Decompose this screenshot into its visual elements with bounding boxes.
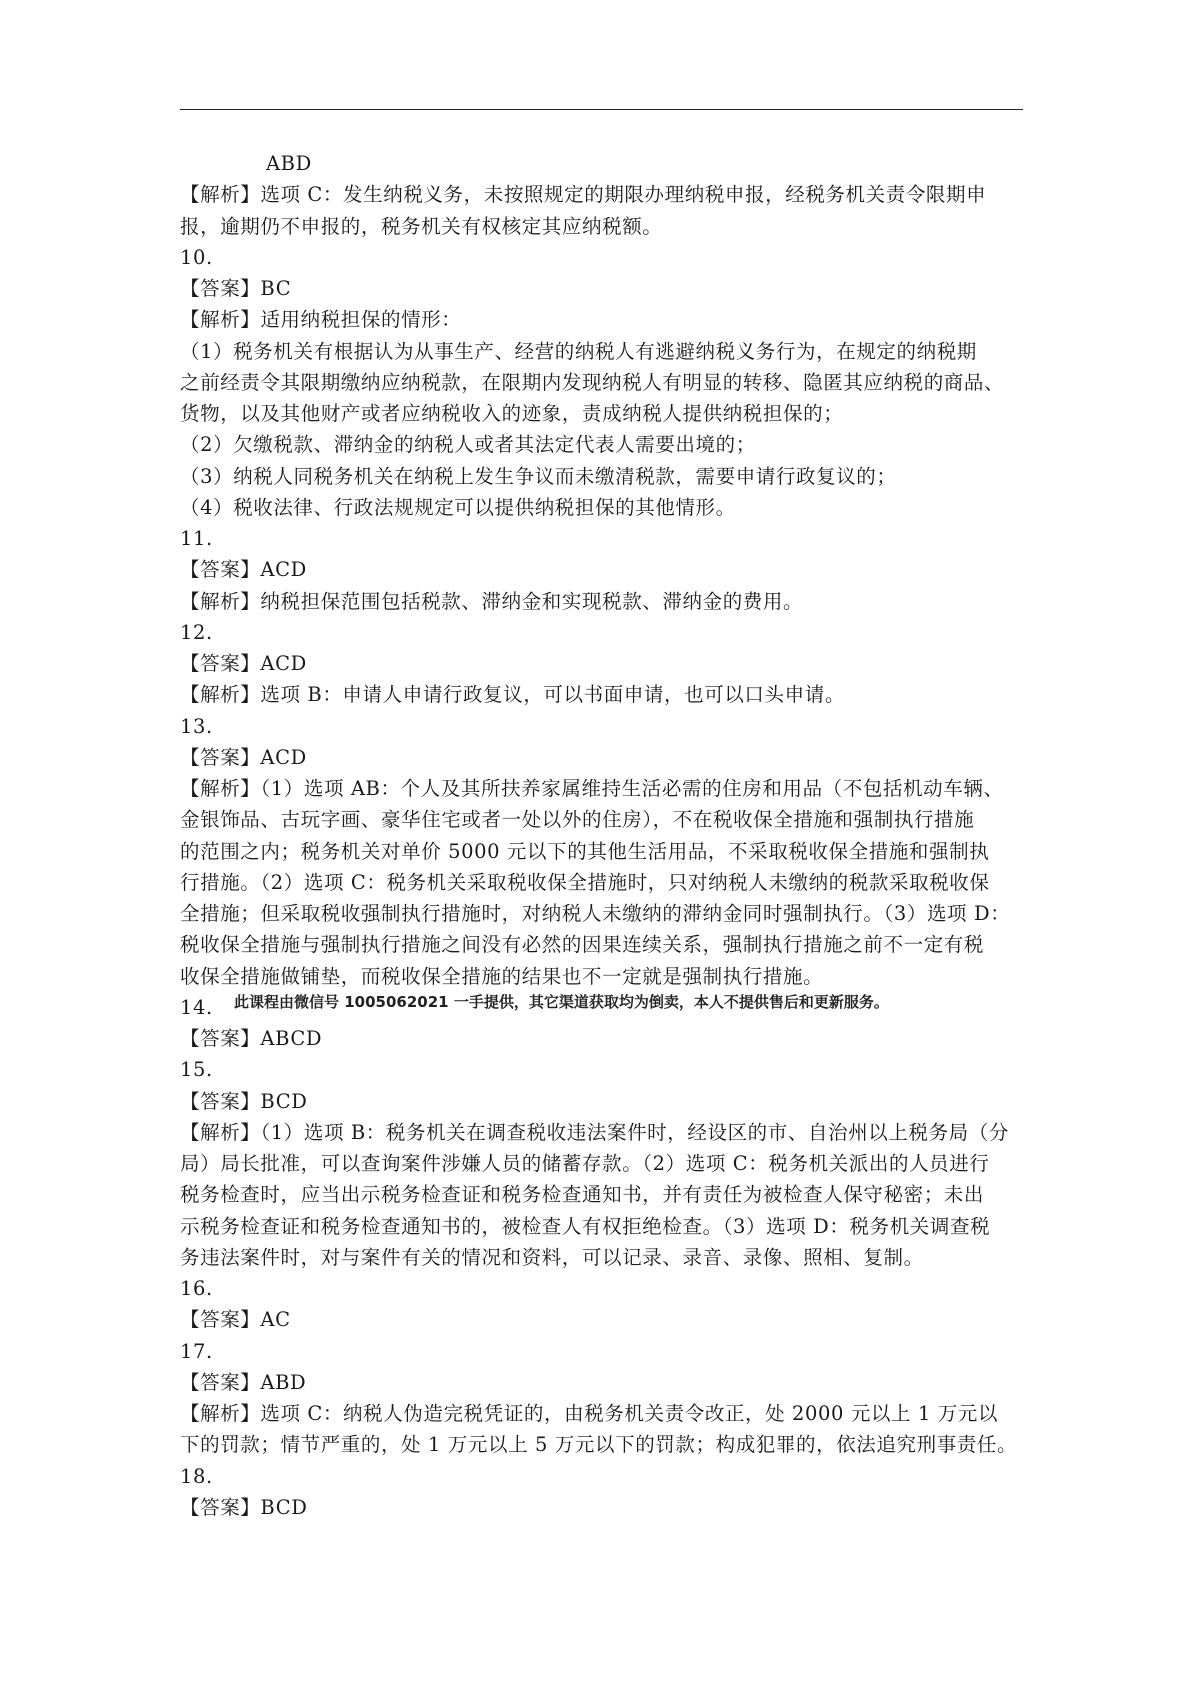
text-line: 下的罚款；情节严重的，处 1 万元以上 5 万元以下的罚款；构成犯罪的，依法追究刑事责任。 [180,1433,1018,1457]
answer-line: 【答案】BC [180,277,292,300]
question-number: 13. [180,714,213,738]
answer-line: 【答案】ABCD [180,1027,323,1050]
text-line: 行措施。（2）选项 C：税务机关采取税收保全措施时，只对纳税人未缴纳的税款采取税收保 [180,870,990,894]
answer-line: 【答案】ACD [180,558,307,582]
header-rule [180,109,1023,110]
text-line: 【解析】适用纳税担保的情形： [180,308,462,332]
text-line: 的范围之内；税务机关对单价 5000 元以下的其他生活用品，不采取税收保全措施和强制执 [180,839,990,863]
question-number: 15. [180,1058,213,1082]
text-line: 金银饰品、古玩字画、豪华住宅或者一处以外的住房），不在税收保全措施和强制执行措施 [180,808,975,832]
text-line: 货物，以及其他财产或者应纳税收入的迹象，责成纳税人提供纳税担保的； [180,402,844,425]
answer-line: 【答案】ACD [180,745,307,769]
text-line: 报，逾期仍不申报的，税务机关有权核定其应纳税额。 [180,214,663,238]
text-line: ABD [266,152,312,175]
question-number: 14. [180,995,213,1019]
text-line: 税收保全措施与强制执行措施之间没有必然的因果连续关系，强制执行措施之前不一定有税 [180,933,985,957]
text-line: 局）局长批准，可以查询案件涉嫌人员的储蓄存款。（2）选项 C：税务机关派出的人员进行 [180,1152,990,1175]
text-line: 【解析】选项 C：发生纳税义务，未按照规定的期限办理纳税申报，经税务机关责令限期申 [180,183,987,207]
text-line: （2）欠缴税款、滞纳金的纳税人或者其法定代表人需要出境的； [180,433,756,457]
question-number: 10. [180,245,213,269]
answer-line: 【答案】BCD [180,1089,308,1113]
text-line: 【解析】（1）选项 B：税务机关在调查税收违法案件时，经设区的市、自治州以上税务局（分 [180,1120,1009,1144]
text-line: 全措施；但采取税收强制执行措施时，对纳税人未缴纳的滞纳金同时强制执行。（3）选项 D： [180,902,1011,925]
text-line: （3）纳税人同税务机关在纳税上发生争议而未缴清税款，需要申请行政复议的； [180,464,897,488]
text-line: （1）税务机关有根据认为从事生产、经营的纳税人有逃避纳税义务行为，在规定的纳税期 [180,339,977,363]
answer-line: 【答案】ACD [180,652,307,675]
text-line: 【解析】纳税担保范围包括税款、滞纳金和实现税款、滞纳金的费用。 [180,589,804,613]
answer-line: 【答案】ABD [180,1370,307,1394]
question-number: 17. [180,1339,213,1363]
question-number: 12. [180,620,213,644]
distribution-notice: 此课程由微信号 1005062021 一手提供，其它渠道获取均为倒卖，本人不提供售后和更新服务。 [234,993,889,1011]
text-line: 税务检查时，应当出示税务检查证和税务检查通知书，并有责任为被检查人保守秘密；未出 [180,1183,985,1207]
text-line: 【解析】选项 B：申请人申请行政复议，可以书面申请，也可以口头申请。 [180,683,845,707]
text-line: 之前经责令其限期缴纳应纳税款，在限期内发现纳税人有明显的转移、隐匿其应纳税的商品、 [180,370,1005,394]
text-line: 收保全措施做铺垫，而税收保全措施的结果也不一定就是强制执行措施。 [180,964,824,988]
text-line: 示税务检查证和税务检查通知书的，被检查人有权拒绝检查。（3）选项 D：税务机关调查税 [180,1214,991,1238]
question-number: 11. [180,527,213,550]
text-line: （4）税收法律、行政法规规定可以提供纳税担保的其他情形。 [180,495,736,519]
text-line: 务违法案件时，对与案件有关的情况和资料，可以记录、录音、录像、照相、复制。 [180,1245,924,1269]
text-line: 【解析】（1）选项 AB：个人及其所扶养家属维持生活必需的住房和用品（不包括机动车辆、 [180,777,1004,800]
answer-line: 【答案】BCD [180,1495,308,1519]
answer-text-block [180,148,1023,1523]
question-number: 18. [180,1464,213,1488]
text-line: 【解析】选项 C：纳税人伪造完税凭证的，由税务机关责令改正，处 2000 元以上 1 万元以 [180,1402,999,1425]
question-number: 16. [180,1277,213,1300]
answer-line: 【答案】AC [180,1308,291,1332]
